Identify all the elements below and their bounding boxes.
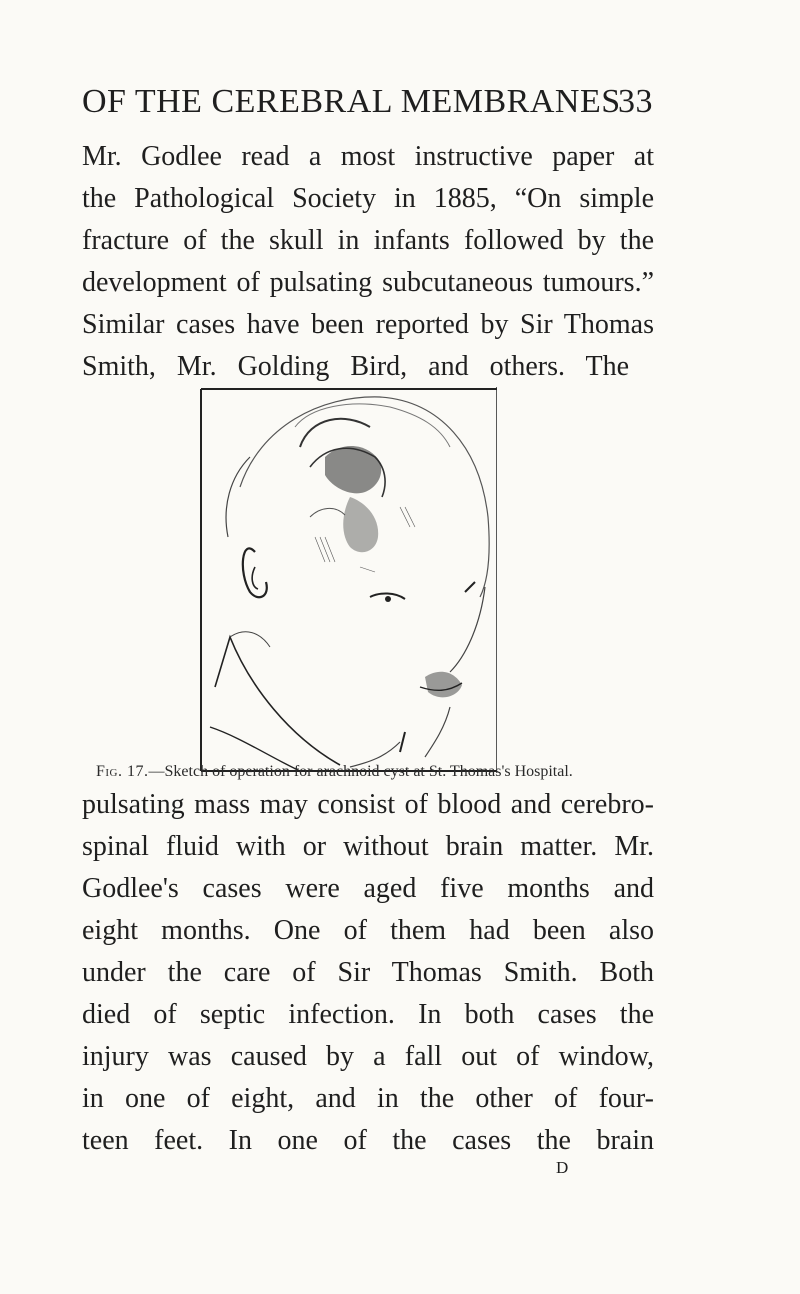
text-line: development of pulsating subcutaneous tumours.”: [82, 267, 654, 298]
figure-illustration: [200, 387, 497, 773]
page-number: 33: [618, 83, 653, 120]
paragraph-2: [82, 784, 654, 1162]
text-line: injury was caused by a fall out of window,: [82, 1041, 654, 1072]
paragraph-1: [82, 136, 654, 388]
text-line: eight months. One of them had been also: [82, 915, 654, 946]
signature-mark: D: [556, 1158, 569, 1177]
operation-sketch: [200, 387, 497, 773]
text-line: in one of eight, and in the other of four-: [82, 1083, 654, 1114]
figure-caption-text: —Sketch of operation for arachnoid cyst at St. Thomas's Hospital.: [148, 763, 573, 780]
text-line: Similar cases have been reported by Sir Thomas: [82, 309, 654, 340]
figure-caption: [96, 762, 656, 782]
text-line: under the care of Sir Thomas Smith. Both: [82, 957, 654, 988]
text-line: fracture of the skull in infants followed by the: [82, 225, 654, 256]
text-line: Godlee's cases were aged five months and: [82, 873, 654, 904]
text-line: pulsating mass may consist of blood and cerebro-: [82, 789, 654, 820]
text-line: the Pathological Society in 1885, “On simple: [82, 183, 654, 214]
text-line: died of septic infection. In both cases the: [82, 999, 654, 1030]
text-line: Mr. Godlee read a most instructive paper at: [82, 141, 654, 172]
text-line: Smith, Mr. Golding Bird, and others. The: [82, 351, 630, 382]
running-header: [82, 82, 662, 122]
text-line: teen feet. In one of the cases the brain: [82, 1125, 654, 1156]
running-title: OF THE CEREBRAL MEMBRANES: [82, 83, 621, 120]
figure-label: Fig. 17.: [96, 763, 149, 780]
text-line: spinal fluid with or without brain matter. Mr.: [82, 831, 654, 862]
